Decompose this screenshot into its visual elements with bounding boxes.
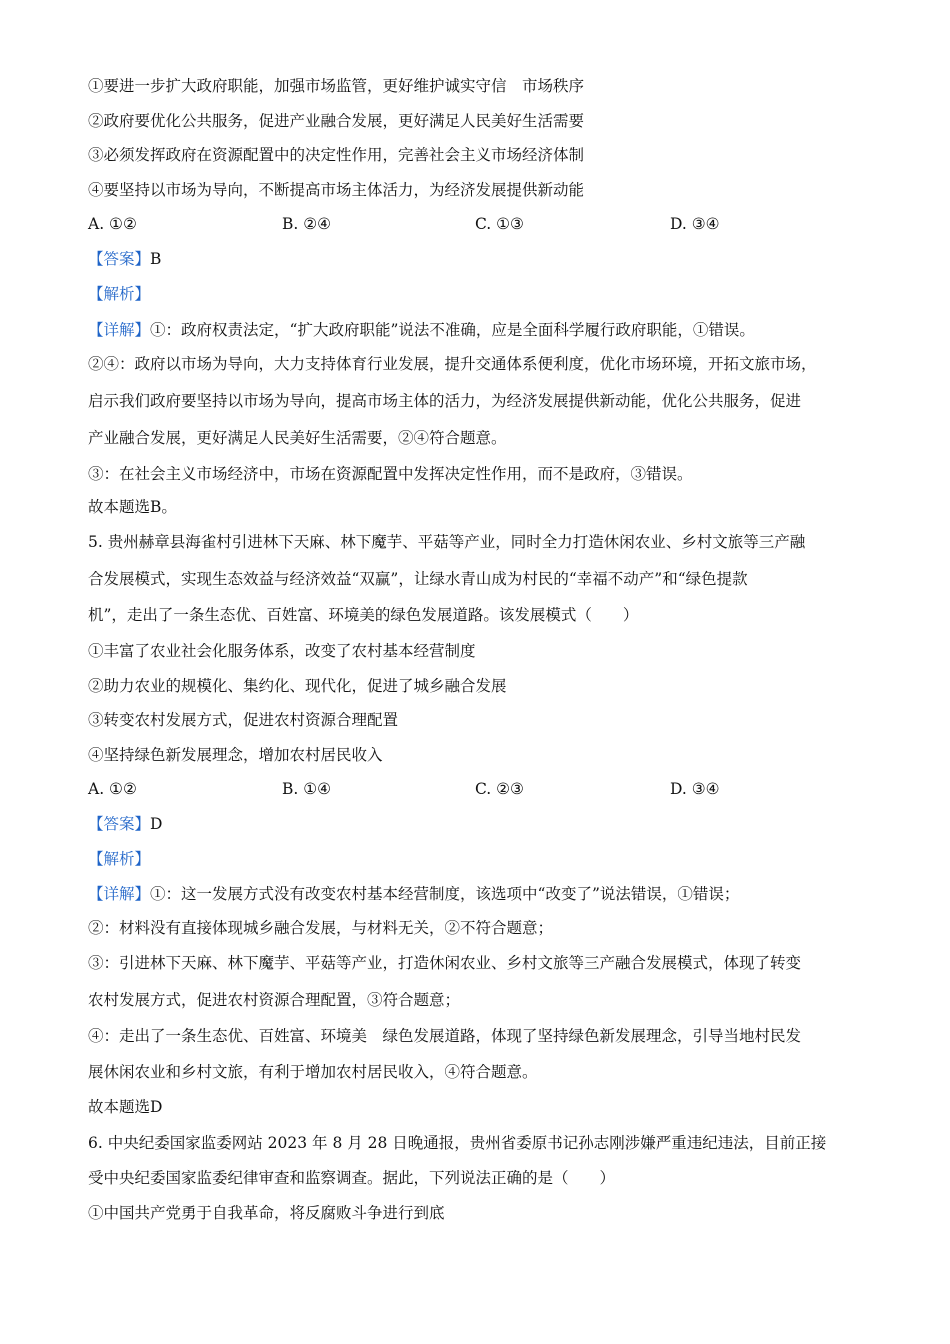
q4-choice-c: C. ①③ [475, 215, 524, 233]
q4-detail-line-4: 产业融合发展，更好满足人民美好生活需要，②④符合题意。 [88, 429, 507, 447]
q6-stem-line-1: 6. 中央纪委国家监委网站 2023 年 8 月 28 日晚通报，贵州省委原书记孙志刚涉嫌严重违纪违法，目前正接 [88, 1134, 827, 1152]
q6-stem-line-2: 受中央纪委国家监委纪律审查和监察调查。据此，下列说法正确的是（ ） [88, 1169, 616, 1187]
q5-choice-a: A. ①② [88, 780, 137, 798]
detail-tag: 【详解】 [88, 321, 151, 339]
q5-detail-line-5: ④：走出了一条生态优、百姓富、环境美 绿色发展道路，体现了坚持绿色新发展理念，引导当地村民发 [88, 1027, 802, 1045]
q4-conclusion: 故本题选B。 [88, 498, 177, 516]
q4-detail-line-1 [88, 320, 870, 340]
q6-option-1: ①中国共产党勇于自我革命，将反腐败斗争进行到底 [88, 1204, 445, 1222]
answer-value: D [150, 815, 163, 833]
q5-answer [88, 814, 870, 834]
q5-option-2: ②助力农业的规模化、集约化、现代化，促进了城乡融合发展 [88, 677, 507, 695]
q4-choice-d: D. ③④ [670, 215, 720, 233]
q4-option-2: ②政府要优化公共服务，促进产业融合发展，更好满足人民美好生活需要 [88, 112, 585, 130]
q4-option-3: ③必须发挥政府在资源配置中的决定性作用，完善社会主义市场经济体制 [88, 146, 585, 164]
q5-detail-line-6: 展休闲农业和乡村文旅，有利于增加农村居民收入，④符合题意。 [88, 1063, 538, 1081]
q5-option-4: ④坚持绿色新发展理念，增加农村居民收入 [88, 746, 383, 764]
q5-detail-line-2: ②：材料没有直接体现城乡融合发展，与材料无关，②不符合题意； [88, 919, 554, 937]
q4-option-1: ①要进一步扩大政府职能，加强市场监管，更好维护诚实守信 市场秩序 [88, 77, 585, 95]
q5-detail-line-1 [88, 884, 870, 904]
q4-detail-line-2: ②④：政府以市场为导向，大力支持体育行业发展，提升交通体系便利度，优化市场环境，开拓文旅市场， [88, 355, 817, 373]
detail-tag: 【详解】 [88, 885, 151, 903]
q5-stem-line-1: 5. 贵州赫章县海雀村引进林下天麻、林下魔芋、平菇等产业，同时全力打造休闲农业、乡村文旅等三产融 [88, 533, 806, 551]
q5-choice-b: B. ①④ [282, 780, 332, 798]
q5-detail-line-3: ③：引进林下天麻、林下魔芋、平菇等产业，打造休闲农业、乡村文旅等三产融合发展模式，体现了转变 [88, 954, 802, 972]
q4-analysis-heading [88, 284, 870, 304]
q5-option-1: ①丰富了农业社会化服务体系，改变了农村基本经营制度 [88, 642, 476, 660]
analysis-tag: 【解析】 [88, 850, 151, 868]
q4-choice-a: A. ①② [88, 215, 137, 233]
answer-tag: 【答案】 [88, 250, 151, 268]
q5-choices [88, 779, 848, 799]
detail-text: ①：这一发展方式没有改变农村基本经营制度，该选项中“改变了”说法错误，①错误； [150, 885, 740, 903]
q4-detail-line-3: 启示我们政府要坚持以市场为导向，提高市场主体的活力，为经济发展提供新动能，优化公共服务，促进 [88, 392, 802, 410]
q4-option-4: ④要坚持以市场为导向，不断提高市场主体活力，为经济发展提供新动能 [88, 181, 585, 199]
q5-choice-d: D. ③④ [670, 780, 720, 798]
q5-analysis-heading [88, 849, 870, 869]
answer-tag: 【答案】 [88, 815, 151, 833]
q5-choice-c: C. ②③ [475, 780, 524, 798]
q4-choice-b: B. ②④ [282, 215, 332, 233]
q5-option-3: ③转变农村发展方式，促进农村资源合理配置 [88, 711, 399, 729]
q5-stem-line-2: 合发展模式，实现生态效益与经济效益“双赢”，让绿水青山成为村民的“幸福不动产”和“绿色提款 [88, 570, 748, 588]
analysis-tag: 【解析】 [88, 285, 151, 303]
detail-text: ①：政府权责法定，“扩大政府职能”说法不准确，应是全面科学履行政府职能，①错误。 [150, 321, 755, 339]
q5-stem-line-3: 机”，走出了一条生态优、百姓富、环境美的绿色发展道路。该发展模式（ ） [88, 606, 639, 624]
answer-value: B [150, 250, 162, 268]
q5-conclusion: 故本题选D [88, 1098, 163, 1116]
q4-answer [88, 249, 870, 269]
q5-detail-line-4: 农村发展方式，促进农村资源合理配置，③符合题意； [88, 991, 461, 1009]
q4-detail-line-5: ③：在社会主义市场经济中，市场在资源配置中发挥决定性作用，而不是政府，③错误。 [88, 465, 693, 483]
q4-choices [88, 214, 848, 234]
